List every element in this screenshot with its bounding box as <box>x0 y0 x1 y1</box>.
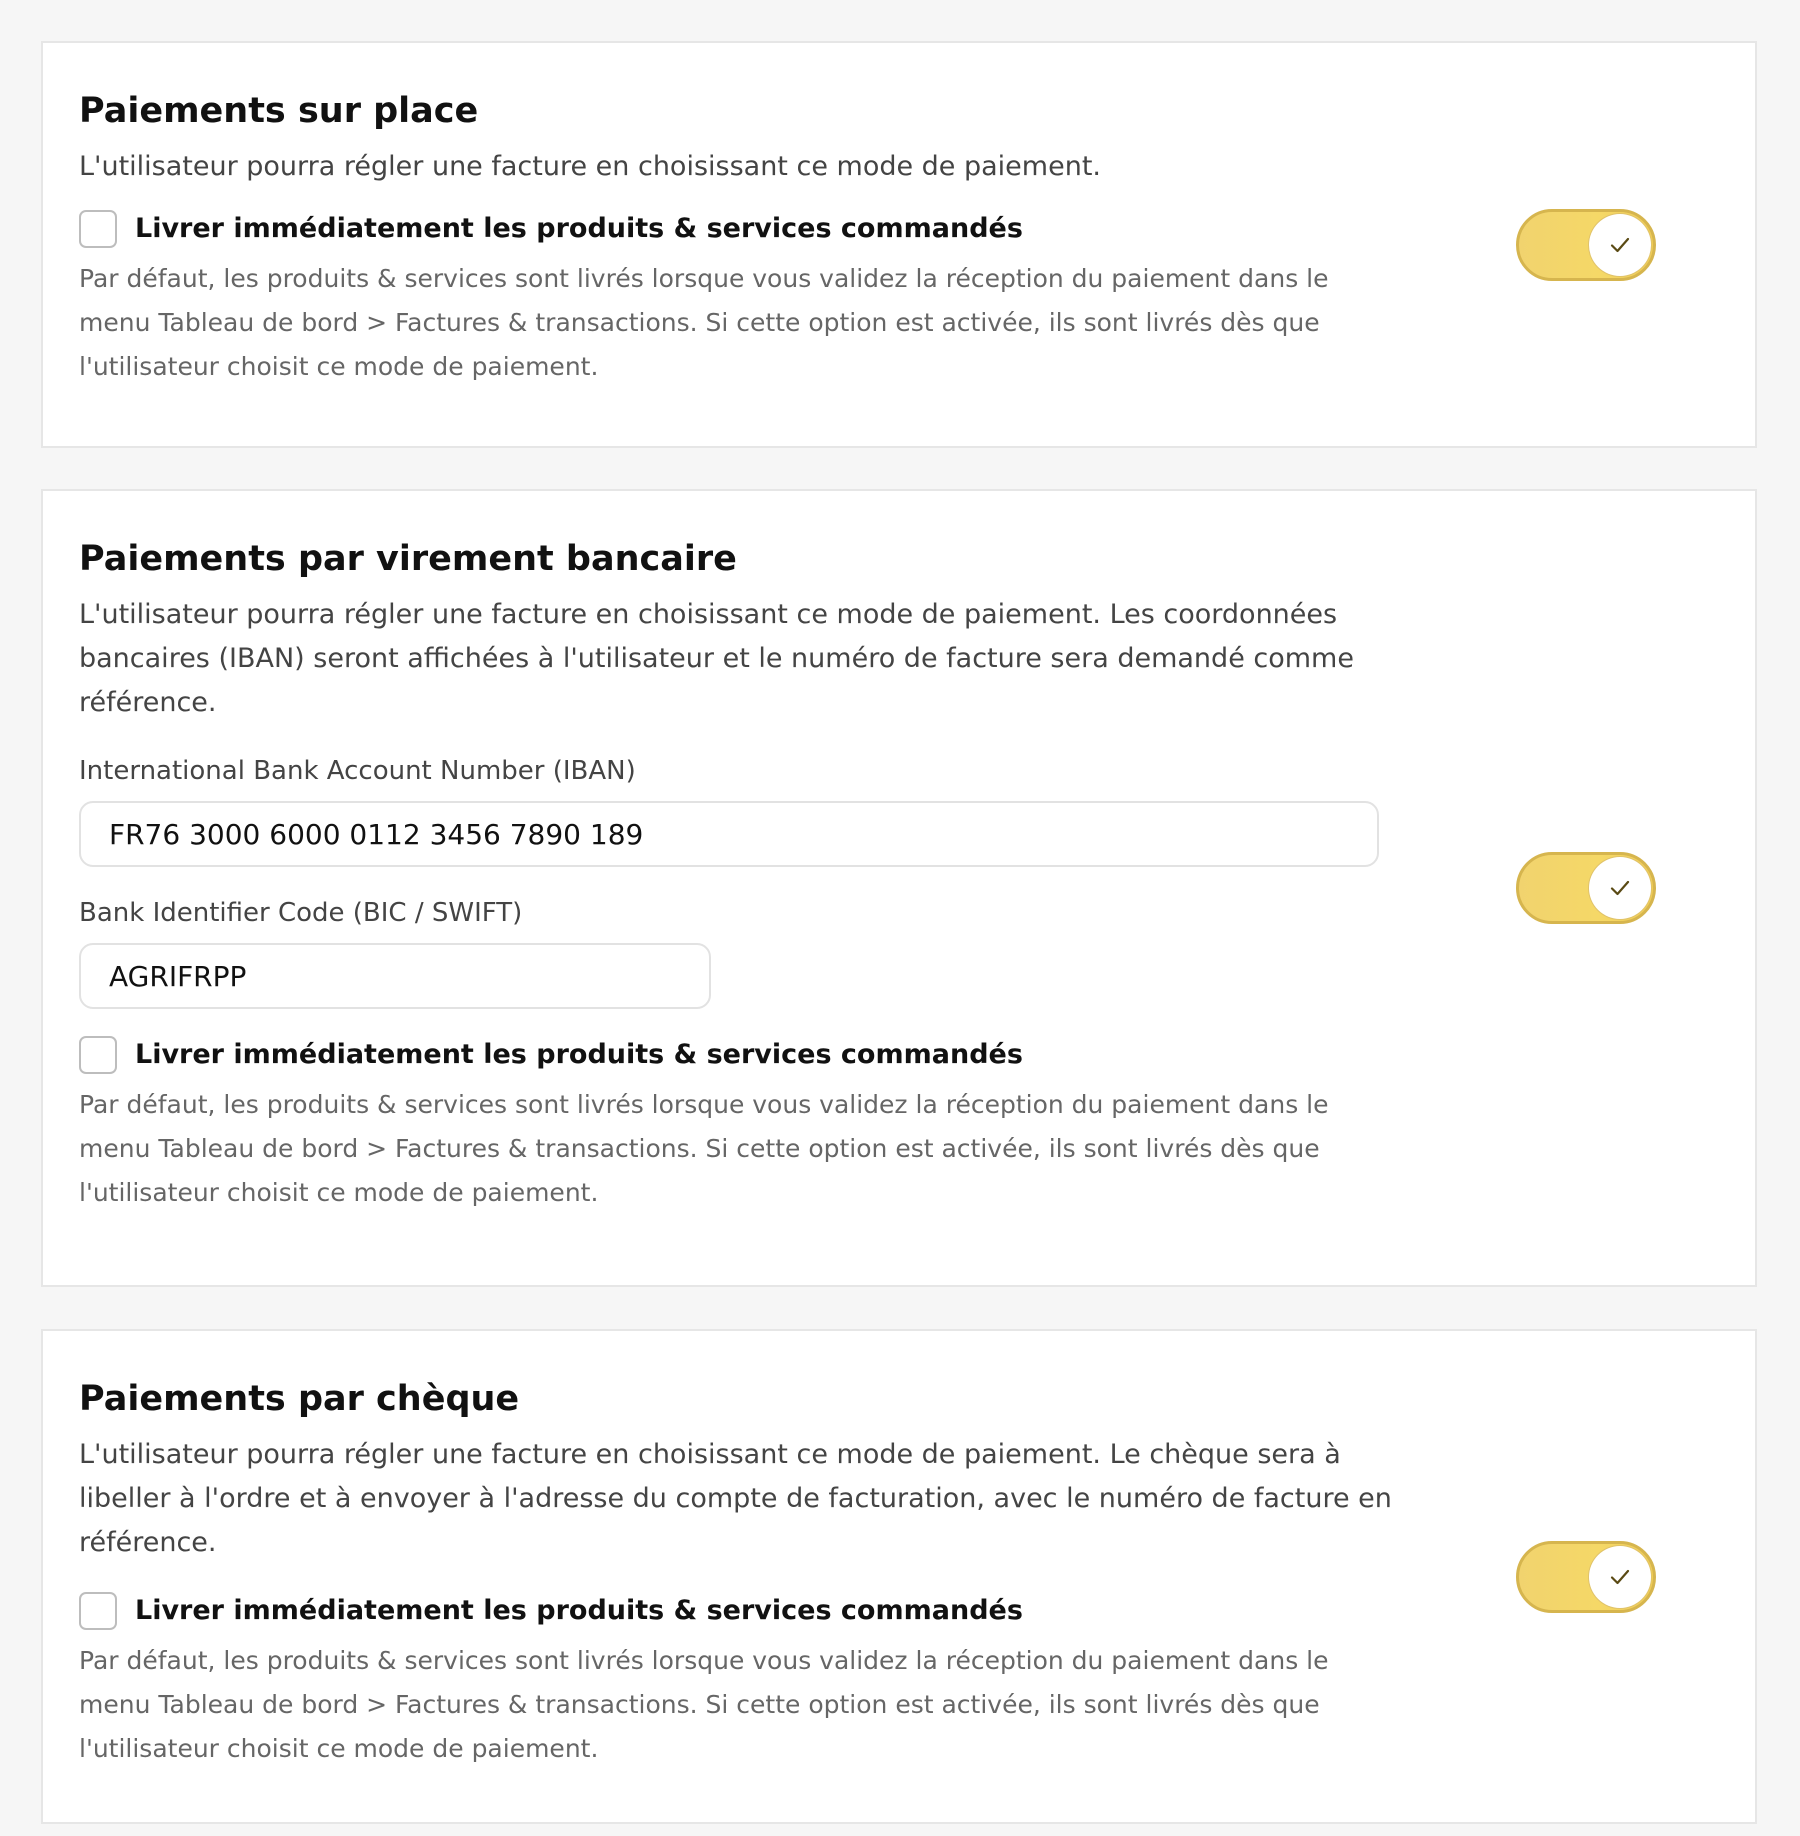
card-title: Paiements par virement bancaire <box>79 539 737 579</box>
deliver-immediately-label[interactable]: Livrer immédiatement les produits & services commandés <box>135 213 1023 244</box>
deliver-immediately-option[interactable] <box>79 1591 1419 1631</box>
toggle-knob[interactable] <box>1589 1546 1651 1608</box>
card-description: L'utilisateur pourra régler une facture en choisissant ce mode de paiement. Les coordonnées bancaires (IBAN) seront affichées à l'utilisateur et le numéro de facture sera demandé comme référence. <box>79 599 1354 718</box>
deliver-immediately-option[interactable] <box>79 209 1419 249</box>
bic-input[interactable] <box>79 943 711 1009</box>
payment-method-card-on-site <box>41 41 1757 448</box>
card-title: Paiements par chèque <box>79 1379 520 1419</box>
deliver-immediately-option[interactable] <box>79 1035 1419 1075</box>
enable-toggle[interactable] <box>1516 209 1656 281</box>
check-icon <box>1608 1565 1632 1589</box>
toggle-knob[interactable] <box>1589 214 1651 276</box>
deliver-immediately-help: Par défaut, les produits & services sont livrés lorsque vous validez la réception du paiement dans le menu Tableau de bord > Factures & transactions. Si cette option est activée, ils sont livrés dès que l'utilisateur choisit ce mode de paiement. <box>79 264 1329 381</box>
card-description: L'utilisateur pourra régler une facture en choisissant ce mode de paiement. <box>79 151 1101 182</box>
payment-method-card-bank-transfer <box>41 489 1757 1287</box>
check-icon <box>1608 876 1632 900</box>
deliver-immediately-label[interactable]: Livrer immédiatement les produits & services commandés <box>135 1039 1023 1070</box>
deliver-immediately-checkbox[interactable] <box>79 1592 117 1630</box>
card-description: L'utilisateur pourra régler une facture en choisissant ce mode de paiement. Le chèque sera à libeller à l'ordre et à envoyer à l'adresse du compte de facturation, avec le numéro de facture en référence. <box>79 1439 1392 1558</box>
enable-toggle[interactable] <box>1516 1541 1656 1613</box>
card-content <box>79 87 1419 389</box>
toggle-knob[interactable] <box>1589 857 1651 919</box>
deliver-immediately-help: Par défaut, les produits & services sont livrés lorsque vous validez la réception du paiement dans le menu Tableau de bord > Factures & transactions. Si cette option est activée, ils sont livrés dès que l'utilisateur choisit ce mode de paiement. <box>79 1090 1329 1207</box>
deliver-immediately-checkbox[interactable] <box>79 1036 117 1074</box>
bic-label: Bank Identifier Code (BIC / SWIFT) <box>79 898 523 928</box>
iban-label: International Bank Account Number (IBAN) <box>79 756 636 786</box>
deliver-immediately-checkbox[interactable] <box>79 210 117 248</box>
enable-toggle[interactable] <box>1516 852 1656 924</box>
payment-method-card-check <box>41 1329 1757 1824</box>
card-title: Paiements sur place <box>79 91 479 131</box>
iban-input[interactable] <box>79 801 1379 867</box>
card-content <box>79 1375 1419 1771</box>
deliver-immediately-help: Par défaut, les produits & services sont livrés lorsque vous validez la réception du paiement dans le menu Tableau de bord > Factures & transactions. Si cette option est activée, ils sont livrés dès que l'utilisateur choisit ce mode de paiement. <box>79 1646 1329 1763</box>
card-content <box>79 535 1419 1215</box>
check-icon <box>1608 233 1632 257</box>
deliver-immediately-label[interactable]: Livrer immédiatement les produits & services commandés <box>135 1595 1023 1626</box>
